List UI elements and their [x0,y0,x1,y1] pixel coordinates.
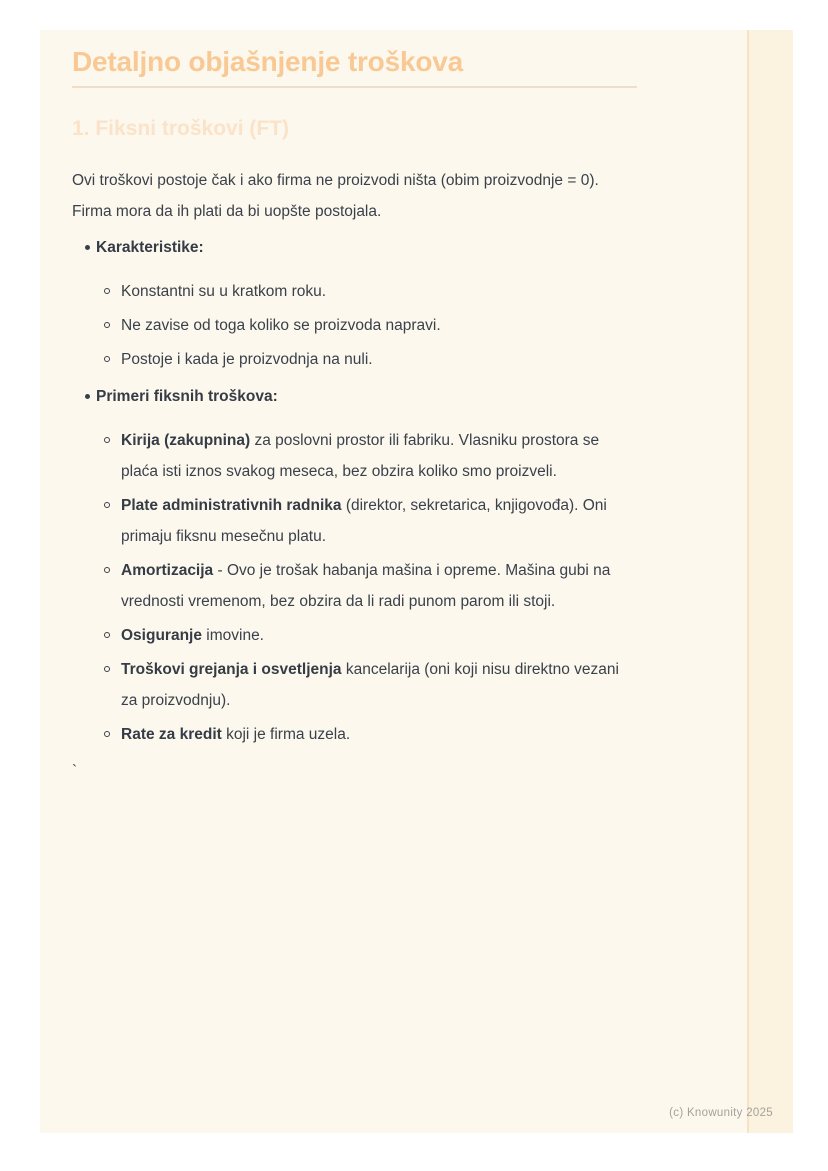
page-content [40,30,637,787]
term-label: Plate administrativnih radnika [121,497,342,514]
sub-list-item [96,654,637,716]
term-description: imovine. [201,627,264,644]
term-description: za poslovni prostor ili fabriku. Vlasniku prostora se plaća isti iznos svakog meseca, bez obzira koliko smo proizveli. [121,432,600,480]
sub-list-primeri [96,425,637,750]
sub-list-karakteristike [96,276,637,375]
term-label: Osiguranje [121,627,202,644]
term-description: (direktor, sekretarica, knjigovođa). Oni primaju fiksnu mesečnu platu. [121,497,607,545]
sub-list-item [96,719,637,750]
term-label: Kirija (zakupnina) [121,432,251,449]
list-item-label: Primeri fiksnih troškova: [96,388,278,405]
sub-list-item [96,555,637,617]
document-page [40,30,793,1133]
intro-line-2: Firma mora da ih plati da bi uopšte postojala. [72,203,382,220]
sub-list-item: Ne zavise od toga koliko se proizvoda napravi. [96,310,637,341]
intro-paragraph [72,165,637,227]
sub-list-item: Konstantni su u kratkom roku. [96,276,637,307]
sub-list-item [96,620,637,651]
top-level-list [72,232,637,750]
intro-line-1: Ovi troškovi postoje čak i ako firma ne proizvodi ništa (obim proizvodnje = 0). [72,172,599,189]
term-description: kancelarija (oni koji nisu direktno vezani za proizvodnju). [121,661,619,709]
page-title: Detaljno objašnjenje troškova [72,46,463,77]
list-item-karakteristike [72,232,637,375]
title-divider [72,86,637,88]
term-description: koji je firma uzela. [221,726,351,743]
sub-list-item: Postoje i kada je proizvodnja na nuli. [96,344,637,375]
stray-backtick-character: ` [72,763,78,780]
page-right-stripe [747,30,793,1133]
list-item-primeri [72,381,637,750]
term-label: Amortizacija [121,562,214,579]
sub-list-item [96,425,637,487]
term-label: Troškovi grejanja i osvetljenja [121,661,342,678]
term-label: Rate za kredit [121,726,222,743]
section-heading: 1. Fiksni troškovi (FT) [72,117,290,140]
sub-list-item [96,490,637,552]
term-description: - Ovo je trošak habanja mašina i opreme. Mašina gubi na vrednosti vremenom, bez obzira da li radi punom parom ili stoji. [121,562,611,610]
list-item-label: Karakteristike: [96,239,204,256]
page-footer: (c) Knowunity 2025 [669,1107,773,1119]
